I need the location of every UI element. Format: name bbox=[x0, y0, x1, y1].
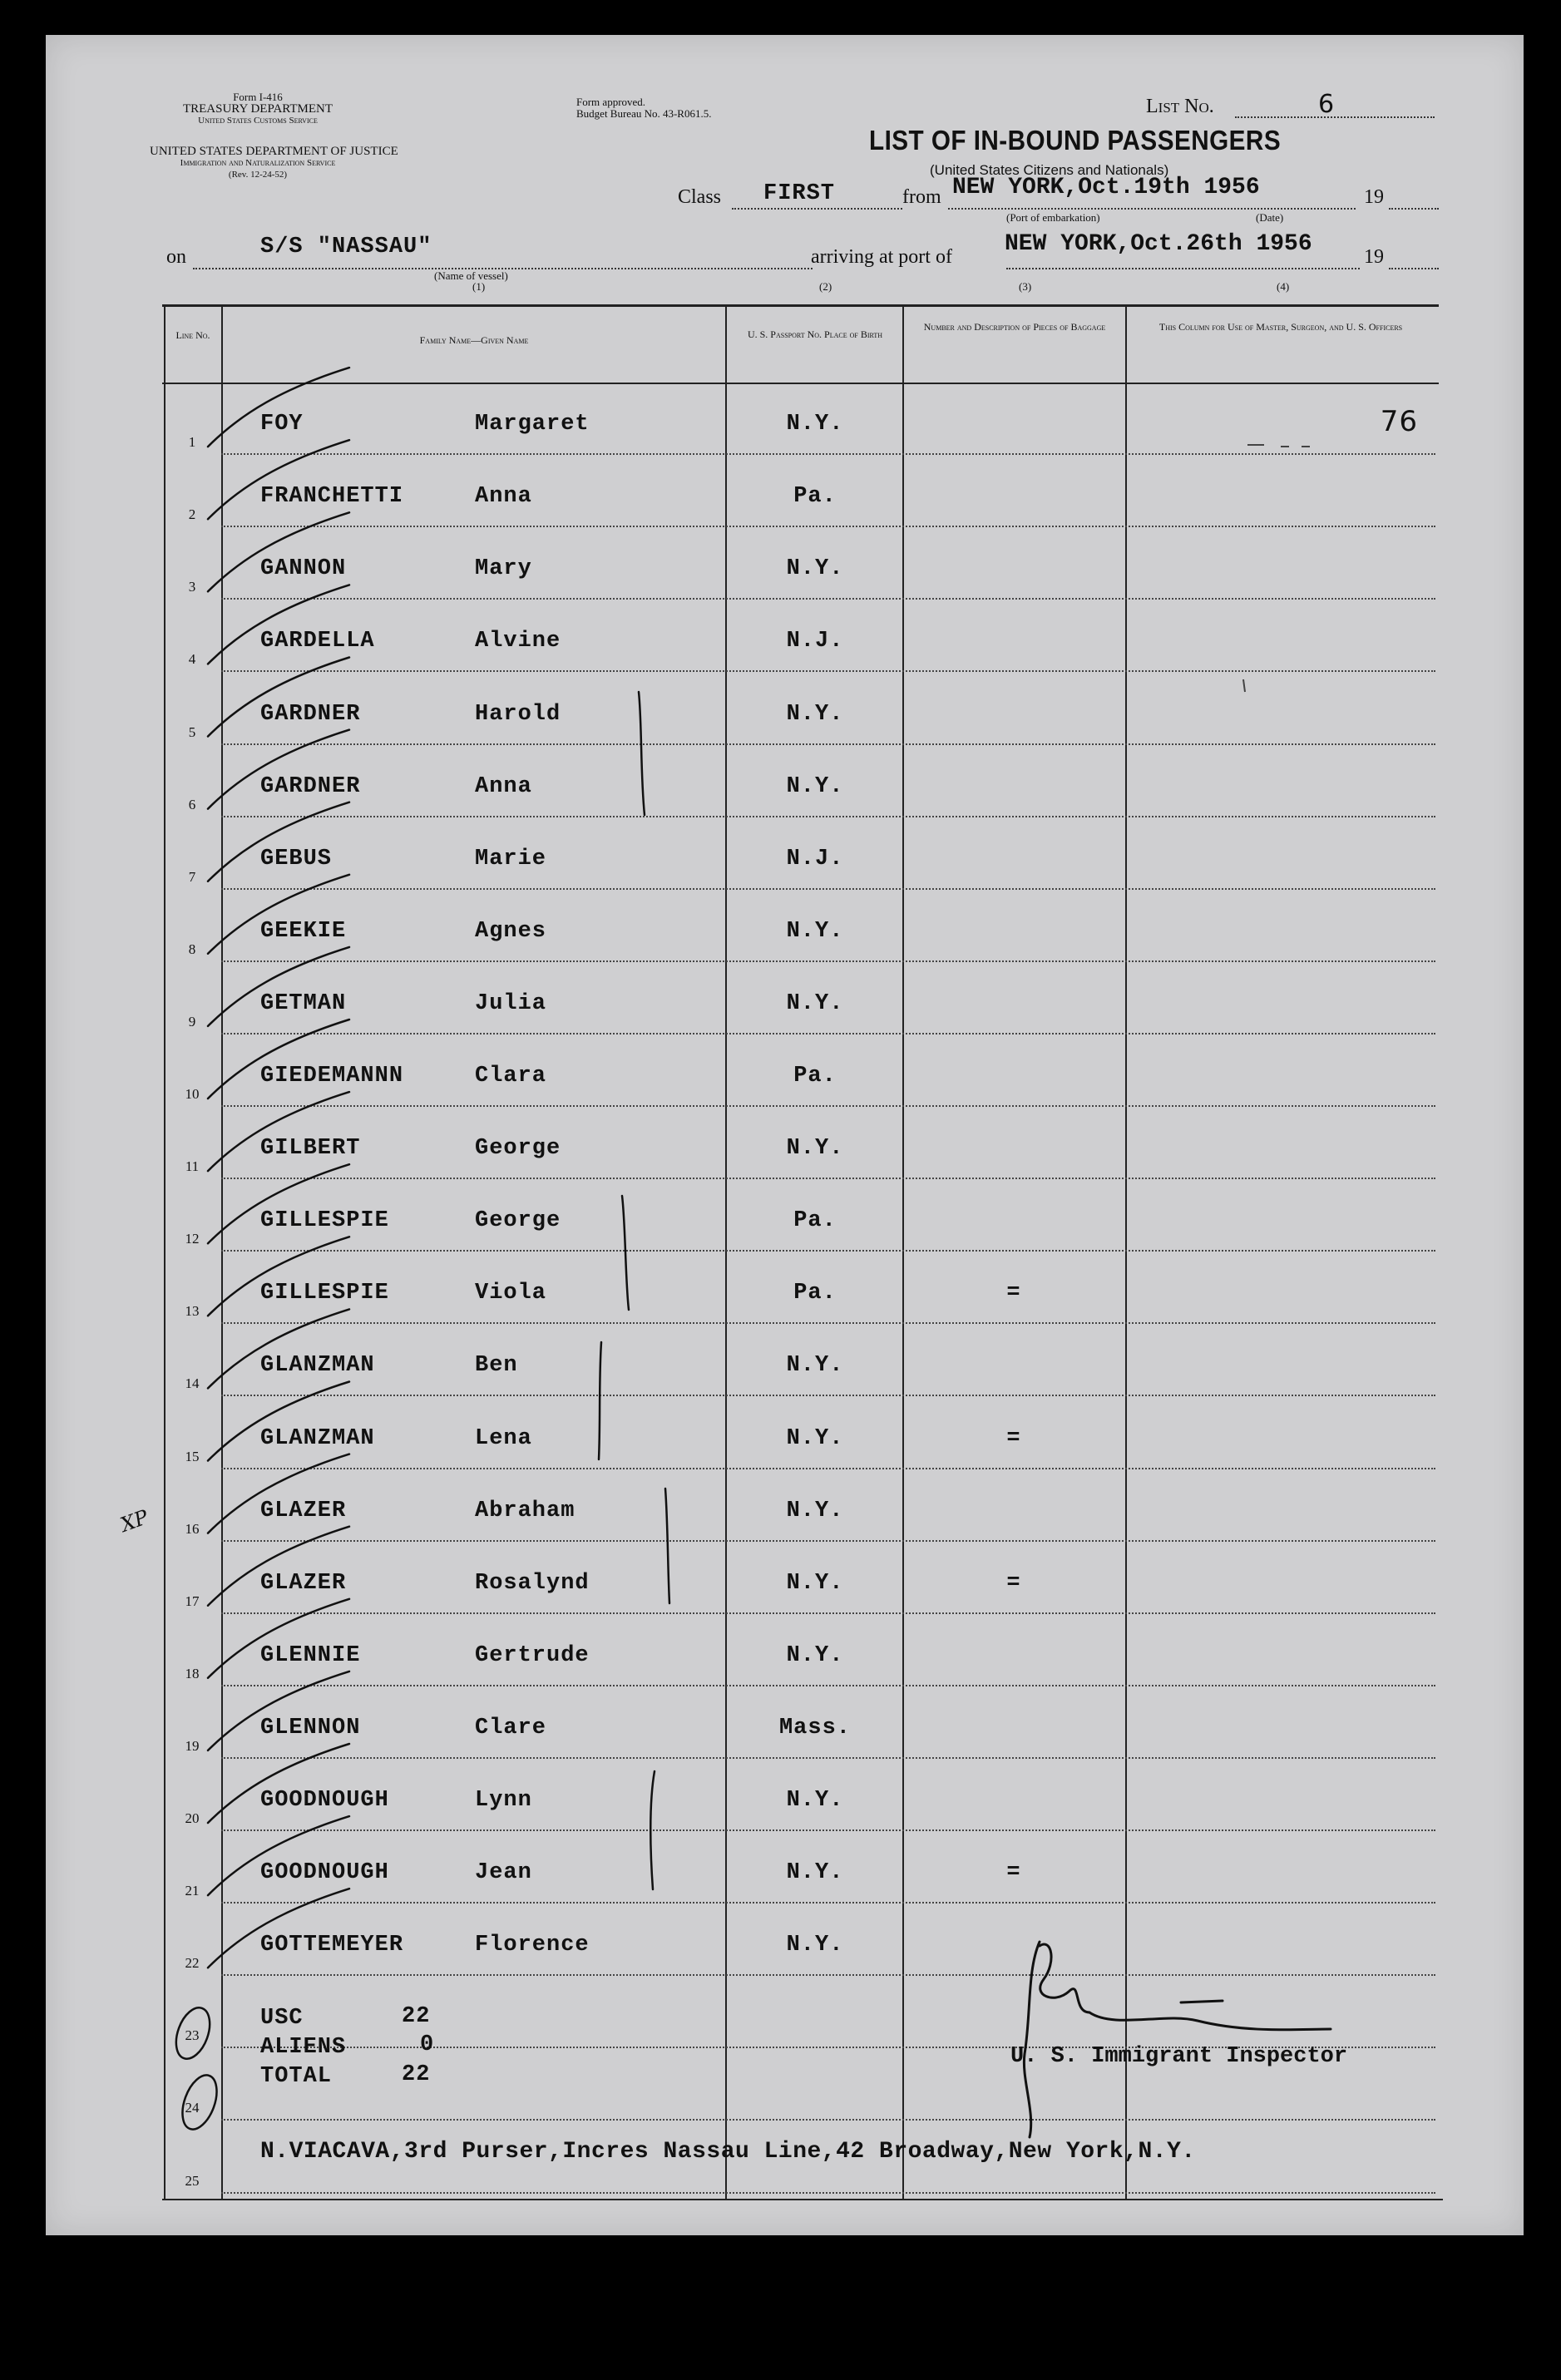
baggage-description: = bbox=[1006, 1281, 1021, 1306]
budget-number: Budget Bureau No. 43-R061.5. bbox=[576, 107, 712, 120]
col2-caption: (2) bbox=[819, 280, 832, 293]
line-number: 3 bbox=[188, 579, 196, 595]
given-name: Ben bbox=[475, 1353, 518, 1379]
family-name: GILLESPIE bbox=[260, 1281, 389, 1306]
vessel-name: S/S "NASSAU" bbox=[260, 235, 432, 259]
aliens-value: 0 bbox=[420, 2032, 435, 2057]
checkmark bbox=[208, 1889, 349, 1968]
officer-marks bbox=[1243, 445, 1310, 692]
line-number: 25 bbox=[185, 2172, 200, 2189]
checkmark bbox=[208, 585, 349, 664]
port-embark-caption: (Port of embarkation) bbox=[1006, 211, 1100, 224]
checkmark bbox=[208, 440, 349, 519]
line-number: 4 bbox=[188, 651, 196, 668]
margin-note: XP bbox=[117, 1505, 152, 1537]
given-name: Anna bbox=[475, 484, 532, 510]
family-name: GOODNOUGH bbox=[260, 1788, 389, 1813]
bracket-glazer bbox=[665, 1489, 669, 1603]
header-passport: U. S. Passport No. Place of Birth bbox=[747, 328, 883, 340]
line-number: 20 bbox=[185, 1810, 200, 1826]
circled-marks bbox=[170, 2003, 223, 2134]
given-name: Agnes bbox=[475, 918, 547, 944]
checkmark bbox=[208, 368, 349, 447]
place-of-birth: Pa. bbox=[793, 1064, 837, 1089]
place-of-birth: N.Y. bbox=[786, 990, 844, 1016]
class-value: FIRST bbox=[763, 181, 836, 206]
line-number: 22 bbox=[185, 1955, 200, 1972]
family-name: GILBERT bbox=[260, 1136, 361, 1162]
signature-stroke-1 bbox=[1024, 1942, 1040, 2137]
treasury-dept: TREASURY DEPARTMENT bbox=[182, 102, 333, 116]
baggage-description: = bbox=[1006, 1570, 1021, 1596]
given-name: George bbox=[475, 1208, 561, 1234]
justice-dept: UNITED STATES DEPARTMENT OF JUSTICE bbox=[150, 145, 398, 158]
place-of-birth: N.Y. bbox=[786, 556, 844, 582]
checkmark bbox=[208, 512, 349, 591]
checkmark bbox=[208, 1092, 349, 1171]
total-value: 22 bbox=[402, 2062, 431, 2087]
family-brackets bbox=[599, 692, 669, 1889]
arriving-label: arriving at port of bbox=[811, 246, 952, 268]
arriving-value: NEW YORK,Oct.26th 1956 bbox=[1005, 231, 1312, 257]
place-of-birth: N.Y. bbox=[786, 1498, 844, 1523]
family-name: GLAZER bbox=[260, 1498, 347, 1523]
checkmark bbox=[208, 1671, 349, 1750]
line-number: 11 bbox=[185, 1158, 200, 1175]
place-of-birth: N.Y. bbox=[786, 1642, 844, 1668]
place-of-birth: Mass. bbox=[778, 1715, 851, 1741]
checkmark bbox=[208, 730, 349, 809]
given-name: Clara bbox=[475, 1064, 547, 1089]
line-number: 23 bbox=[185, 2027, 200, 2044]
checkmark bbox=[208, 947, 349, 1026]
family-name: GETMAN bbox=[260, 990, 347, 1016]
family-name: FOY bbox=[260, 412, 304, 437]
baggage-description: = bbox=[1006, 1425, 1021, 1451]
total-label: TOTAL bbox=[260, 2064, 333, 2089]
given-name: Viola bbox=[475, 1281, 547, 1306]
family-name: GLENNIE bbox=[260, 1642, 361, 1668]
approved-label: Form approved. bbox=[576, 96, 646, 108]
circle-mark-24 bbox=[175, 2071, 223, 2134]
on-label: on bbox=[166, 246, 186, 268]
checkmark bbox=[208, 1599, 349, 1678]
family-name: GOTTEMEYER bbox=[260, 1933, 404, 1958]
class-label: Class bbox=[678, 186, 722, 208]
header-officers: This Column for Use of Master, Surgeon, and U. S. Officers bbox=[1158, 321, 1403, 333]
place-of-birth: N.Y. bbox=[786, 773, 844, 799]
line-number: 9 bbox=[188, 1013, 196, 1030]
usc-value: 22 bbox=[402, 2004, 431, 2029]
place-of-birth: Pa. bbox=[793, 1208, 837, 1234]
given-name: Harold bbox=[475, 701, 561, 727]
year-prefix-1: 19 bbox=[1364, 186, 1384, 208]
line-number: 12 bbox=[185, 1231, 200, 1247]
place-of-birth: N.Y. bbox=[786, 1788, 844, 1813]
aliens-label: ALIENS bbox=[260, 2035, 347, 2060]
given-name: Margaret bbox=[475, 412, 590, 437]
form-number: Form I-416 bbox=[233, 91, 283, 103]
from-label: from bbox=[902, 186, 941, 208]
given-name: Alvine bbox=[475, 629, 561, 654]
usc-label: USC bbox=[260, 2006, 304, 2031]
place-of-birth: N.Y. bbox=[786, 1353, 844, 1379]
line-number: 21 bbox=[185, 1883, 200, 1899]
family-name: GEEKIE bbox=[260, 918, 347, 944]
given-name: Lena bbox=[475, 1425, 532, 1451]
family-name: GLANZMAN bbox=[260, 1353, 375, 1379]
place-of-birth: N.J. bbox=[786, 629, 844, 654]
line-number: 13 bbox=[185, 1303, 200, 1320]
given-name: Mary bbox=[475, 556, 532, 582]
checkmark bbox=[208, 1454, 349, 1533]
line-number: 7 bbox=[188, 868, 196, 885]
family-name: GLENNON bbox=[260, 1715, 361, 1741]
header-name: Family Name—Given Name bbox=[419, 334, 529, 346]
place-of-birth: N.Y. bbox=[786, 1933, 844, 1958]
given-name: Abraham bbox=[475, 1498, 575, 1523]
signature-stroke-2 bbox=[1040, 1944, 1089, 2012]
line-number: 2 bbox=[188, 506, 196, 523]
bracket-glanzman bbox=[599, 1342, 601, 1459]
baggage-description: = bbox=[1006, 1860, 1021, 1886]
header-line-no: Line No. bbox=[175, 329, 210, 341]
officer-note: 76 bbox=[1380, 405, 1418, 439]
family-name: GIEDEMANNN bbox=[260, 1064, 404, 1089]
checkmark bbox=[208, 802, 349, 881]
circle-mark-23 bbox=[170, 2003, 216, 2063]
customs-service: United States Customs Service bbox=[198, 116, 318, 126]
signature-stroke-3 bbox=[1089, 2012, 1331, 2030]
family-name: GEBUS bbox=[260, 846, 333, 872]
place-of-birth: N.Y. bbox=[786, 1860, 844, 1886]
place-of-birth: N.Y. bbox=[786, 918, 844, 944]
line-number: 24 bbox=[185, 2100, 200, 2116]
place-of-birth: N.Y. bbox=[786, 1425, 844, 1451]
family-name: GLANZMAN bbox=[260, 1425, 375, 1451]
bracket-gillespie bbox=[622, 1196, 629, 1310]
list-no-label: List No. bbox=[1146, 96, 1214, 117]
family-name: FRANCHETTI bbox=[260, 484, 404, 510]
family-name: GLAZER bbox=[260, 1570, 347, 1596]
year-prefix-2: 19 bbox=[1364, 246, 1384, 268]
line-number: 17 bbox=[185, 1592, 200, 1609]
given-name: Anna bbox=[475, 773, 532, 799]
line-number: 15 bbox=[185, 1448, 200, 1464]
given-name: Rosalynd bbox=[475, 1570, 590, 1596]
line-number: 5 bbox=[188, 723, 196, 740]
checkmark bbox=[208, 1164, 349, 1243]
place-of-birth: N.Y. bbox=[786, 412, 844, 437]
given-name: Lynn bbox=[475, 1788, 532, 1813]
inspector-label: U. S. Immigrant Inspector bbox=[1010, 2044, 1348, 2069]
given-name: Marie bbox=[475, 846, 547, 872]
given-name: Julia bbox=[475, 990, 547, 1016]
line-number: 1 bbox=[188, 434, 196, 451]
checkmarks bbox=[208, 368, 349, 1968]
page-subtitle: (United States Citizens and Nationals) bbox=[930, 162, 1169, 178]
checkmark bbox=[208, 1237, 349, 1316]
page-title: LIST OF IN-BOUND PASSENGERS bbox=[869, 125, 1282, 156]
place-of-birth: N.Y. bbox=[786, 1570, 844, 1596]
line-number: 19 bbox=[185, 1737, 200, 1754]
from-value: NEW YORK,Oct.19th 1956 bbox=[952, 175, 1260, 200]
family-name: GARDNER bbox=[260, 773, 361, 799]
purser-line: N.VIACAVA,3rd Purser,Incres Nassau Line,42 Broadway,New York,N.Y. bbox=[260, 2139, 1196, 2165]
checkmark bbox=[208, 1382, 349, 1461]
checkmark bbox=[208, 1816, 349, 1895]
signature-stroke-4 bbox=[1181, 2001, 1223, 2002]
place-of-birth: N.J. bbox=[786, 846, 844, 872]
officer-dash-marks bbox=[1247, 445, 1310, 447]
family-name: GARDELLA bbox=[260, 629, 375, 654]
col4-caption: (4) bbox=[1277, 280, 1290, 293]
line-number: 14 bbox=[185, 1375, 200, 1392]
checkmark bbox=[208, 1020, 349, 1099]
bracket-gardner bbox=[639, 692, 645, 815]
inspector-signature bbox=[1024, 1942, 1331, 2137]
place-of-birth: N.Y. bbox=[786, 1136, 844, 1162]
col1-caption: (1) bbox=[472, 280, 486, 293]
line-number: 16 bbox=[185, 1520, 200, 1537]
checkmark bbox=[208, 1744, 349, 1823]
given-name: Florence bbox=[475, 1933, 590, 1958]
col3-caption: (3) bbox=[1019, 280, 1032, 293]
officer-tick bbox=[1243, 679, 1245, 692]
checkmark bbox=[208, 658, 349, 737]
family-name: GARDNER bbox=[260, 701, 361, 727]
list-no-value: 6 bbox=[1318, 90, 1335, 119]
checkmark bbox=[208, 1527, 349, 1606]
revision: (Rev. 12-24-52) bbox=[228, 170, 288, 180]
given-name: Clare bbox=[475, 1715, 547, 1741]
place-of-birth: Pa. bbox=[793, 1281, 837, 1306]
checkmark bbox=[208, 1309, 349, 1388]
line-number: 6 bbox=[188, 796, 196, 812]
family-name: GILLESPIE bbox=[260, 1208, 389, 1234]
line-number: 10 bbox=[185, 1086, 200, 1102]
place-of-birth: N.Y. bbox=[786, 701, 844, 727]
place-of-birth: Pa. bbox=[793, 484, 837, 510]
given-name: George bbox=[475, 1136, 561, 1162]
family-name: GOODNOUGH bbox=[260, 1860, 389, 1886]
given-name: Jean bbox=[475, 1860, 532, 1886]
date-caption: (Date) bbox=[1256, 211, 1284, 224]
checkmark bbox=[208, 875, 349, 954]
header-baggage: Number and Description of Pieces of Baggage bbox=[923, 321, 1106, 333]
bracket-goodnough bbox=[650, 1771, 655, 1889]
given-name: Gertrude bbox=[475, 1642, 590, 1668]
ins-service: Immigration and Naturalization Service bbox=[180, 158, 336, 168]
vessel-caption: (Name of vessel) bbox=[434, 269, 508, 282]
line-number: 18 bbox=[185, 1665, 200, 1681]
family-name: GANNON bbox=[260, 556, 347, 582]
line-number: 8 bbox=[188, 941, 196, 957]
